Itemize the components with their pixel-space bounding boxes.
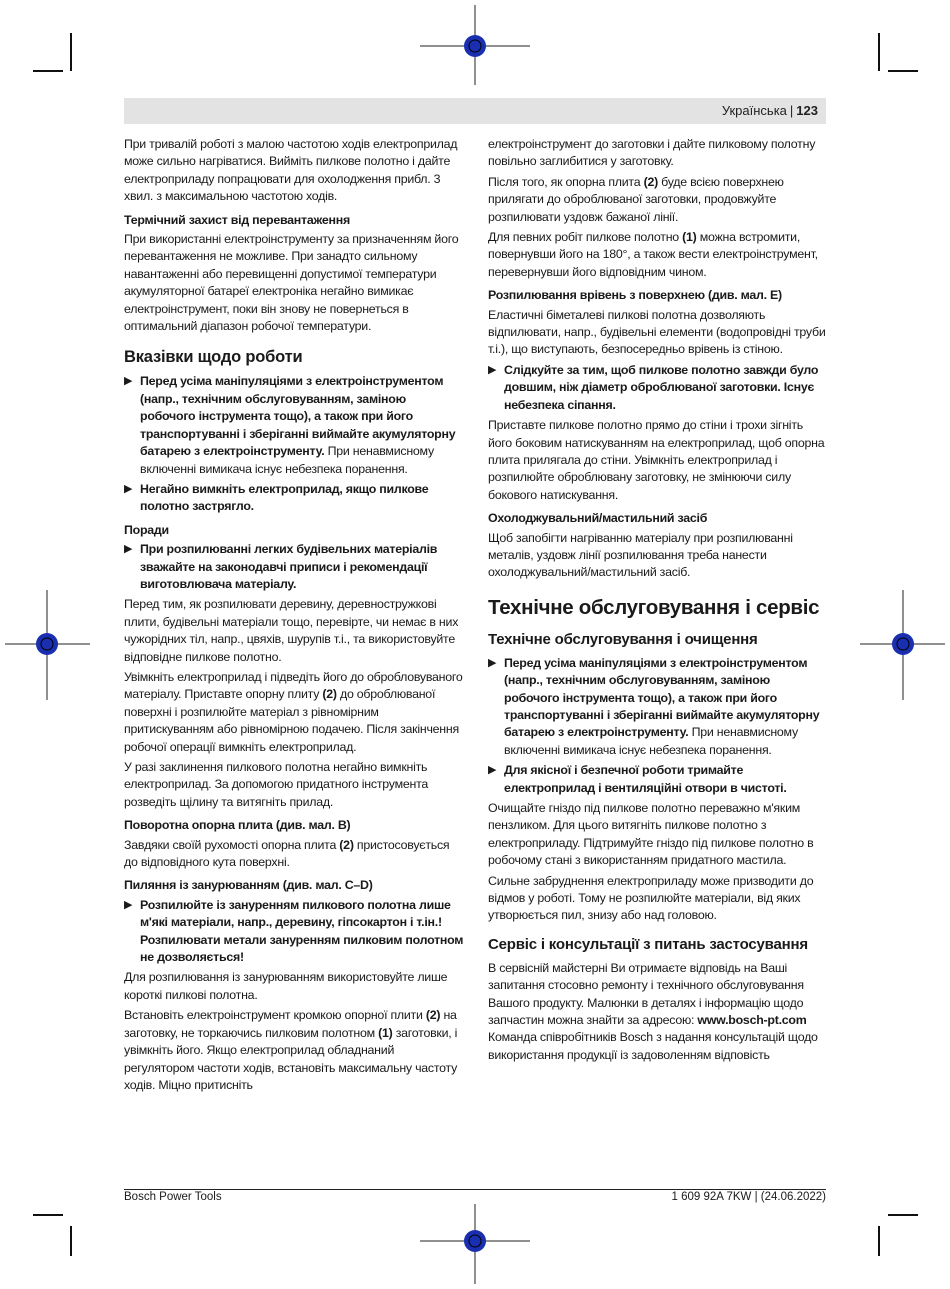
part-number: (2) [339, 837, 354, 852]
header-language: Українська [721, 103, 787, 118]
paragraph: Сильне забруднення електроприладу може призводити до відмов у роботі. Тому не розпилюйте матеріали, від яких утворюється пил, знизу або над головою. [488, 873, 814, 923]
paragraph: Очищайте гніздо під пилкове полотно переважно м'яким пензликом. Для цього витягніть пилкове полотно з електроприладу. Підтримуйте гніздо під пилкове полотно в робочому стані з використанням придатного мастила. [488, 801, 814, 868]
footer-doc-id: 1 609 92A 7KW | (24.06.2022) [671, 1191, 826, 1203]
warning-text: При ненавмисному включенні вимикача існує небезпека поранення. [504, 725, 798, 757]
warning-text: При ненавмисному включенні вимикача існує небезпека поранення. [140, 444, 434, 476]
warning-bold-text: Для якісної і безпечної роботи тримайте електроприлад і вентиляційні отвори в чистоті. [504, 763, 787, 795]
text: Завдяки своїй рухомості опорна плита [124, 837, 340, 852]
triangle-right-icon: ▶ [124, 482, 133, 495]
registration-mark-top [420, 5, 530, 85]
chapter-heading: Технічне обслуговування і сервіс [488, 595, 820, 619]
section-heading: Охолоджувальний/мастильний засіб [488, 511, 708, 526]
section-heading: Розпилювання врівень з поверхнею (див. мал. E) [488, 288, 782, 303]
paragraph: При використанні електроінструменту за призначенням його перевантаження не можливе. При занадто сильному навантаженні або перевищенні допустимої температури акумуляторної батареї електроніка негайно вимикає електроінструмент, поки він знову не повернеться в оптимальний діапазон робочої температури. [124, 232, 459, 334]
text: Встановіть електроінструмент кромкою опорної плити [124, 1008, 426, 1023]
section-heading: Пиляння із занурюванням (див. мал. C–D) [124, 878, 373, 893]
paragraph: Еластичні біметалеві пилкові полотна дозволяють відпилювати, напр., будівельні елементи (водопровідні труби т.і.), що виступають, безпосередньо врівень із стіною. [488, 307, 826, 357]
warning-bullet [124, 541, 464, 593]
page-number: 123 [796, 103, 818, 118]
left-column [124, 136, 464, 1097]
paragraph [124, 1007, 464, 1094]
paragraph [124, 669, 464, 756]
section-heading: Поради [124, 522, 169, 537]
text: В сервісній майстерні Ви отримаєте відповідь на Ваші запитання стосовно ремонту і технічного обслуговування Вашого продукту. Малюнки в деталях і інформацію щодо запчастин можна знайти за адресою: [488, 960, 804, 1028]
text: Команда співробітників Bosch з надання консультацій щодо використання продукції із задоволенням відповість [488, 1030, 818, 1062]
crop-mark [33, 70, 63, 72]
text: до оброблюваної поверхні і розпилюйте матеріал з рівномірним притискуванням або рівномірною подачею. Після закінчення робочої операції вимкніть електроприлад. [124, 687, 459, 754]
section-heading: Сервіс і консультації з питань застосування [488, 935, 808, 953]
footer-brand: Bosch Power Tools [124, 1191, 222, 1203]
paragraph: При тривалій роботі з малою частотою ходів електроприлад може сильно нагріватися. Вийміть пилкове полотно і дайте електроприладу попрацювати для охолодження прибл. 3 хвил. з максимальною частотою ходів. [124, 137, 458, 204]
warning-bold-text: Перед усіма маніпуляціями з електроінструментом (напр., технічним обслуговуванням, заміною робочого інструмента тощо), а також при його транспортуванні і зберіганні виймайте акумуляторну батарею з електроінструменту. [140, 374, 456, 459]
header-separator: | [789, 103, 794, 118]
triangle-right-icon: ▶ [488, 764, 497, 777]
paragraph [488, 174, 826, 226]
paragraph [488, 229, 826, 281]
section-heading: Термічний захист від перевантаження [124, 212, 350, 227]
triangle-right-icon: ▶ [124, 898, 133, 911]
warning-bullet [488, 762, 826, 797]
paragraph: Перед тим, як розпилювати деревину, деревностружкові плити, будівельні матеріали тощо, перевірте, чи немає в них чужорідних тіл, напр., цвяхів, шурупів т.і., та використовуйте відповідне пилкове полотно. [124, 597, 459, 664]
warning-bullet [124, 481, 464, 516]
triangle-right-icon: ▶ [488, 363, 497, 376]
crop-mark [70, 33, 72, 71]
warning-bullet [488, 362, 826, 414]
warning-bullet [124, 373, 464, 477]
header-text [722, 103, 818, 118]
crop-mark [70, 1226, 72, 1256]
part-number: (2) [322, 687, 337, 702]
page-header [124, 98, 826, 124]
text: Після того, як опорна плита [488, 174, 644, 189]
text: можна встромити, повернувши його на 180°, а також вести електроінструмент, перевернувши його відповідним чином. [488, 230, 818, 279]
text: заготовки, і увімкніть його. Якщо електроприлад обладнаний регулятором частоти ходів, встановіть максимальну частоту ходів. Міцно притисніть [124, 1025, 458, 1092]
website-link[interactable]: www.bosch-pt.com [697, 1013, 807, 1028]
registration-mark-right [860, 590, 945, 700]
section-heading: Вказівки щодо роботи [124, 348, 303, 367]
warning-bold-text: Негайно вимкніть електроприлад, якщо пилкове полотно застрягло. [140, 481, 429, 514]
paragraph [124, 837, 464, 872]
registration-mark-left [5, 590, 90, 700]
paragraph: електроінструмент до заготовки і дайте пилковому полотну повільно заглибитися у заготовку. [488, 137, 816, 169]
text: буде всією поверхнею прилягати до оброблюваної заготовки, продовжуйте розпилювати уздовж бажаної лінії. [488, 174, 784, 224]
crop-mark [878, 1226, 880, 1256]
text: пристосовується до відповідного кута поверхні. [124, 837, 450, 870]
warning-bold-text: Перед усіма маніпуляціями з електроінструментом (напр., технічним обслуговуванням, заміною робочого інструмента тощо), а також при його транспортуванні і зберіганні виймайте акумуляторну батарею з електроінструменту. [504, 655, 820, 740]
right-column [488, 136, 826, 1067]
warning-bold-text: Розпилюйте із зануренням пилкового полотна лише м'які матеріали, напр., деревину, гіпсокартон і т.ін.! Розпилювати метали зануренням пилковим полотном не дозволяється! [140, 897, 464, 965]
paragraph: Для розпилювання із занурюванням використовуйте лише короткі пилкові полотна. [124, 970, 448, 1002]
crop-mark [878, 33, 880, 71]
text: Увімкніть електроприлад і підведіть його до обробловуваного матеріалу. Приставте опорну плиту [124, 669, 463, 702]
triangle-right-icon: ▶ [124, 375, 133, 388]
section-heading: Поворотна опорна плита (див. мал. B) [124, 818, 351, 833]
footer-rule [124, 1189, 826, 1190]
registration-mark-bottom [420, 1204, 530, 1284]
text: Для певних робіт пилкове полотно [488, 230, 683, 245]
warning-bullet [124, 897, 464, 967]
warning-bold-text: При розпилюванні легких будівельних матеріалів зважайте на законодавчі приписи і рекомендації виготовлювача матеріалу. [140, 542, 438, 591]
warning-bullet [488, 655, 826, 759]
crop-mark [33, 1214, 63, 1216]
paragraph: Щоб запобігти нагріванню матеріалу при розпилюванні металів, уздовж лінії розпилювання треба нанести охолоджувальний/мастильний засіб. [488, 530, 793, 580]
paragraph: У разі заклинення пилкового полотна негайно вимкніть електроприлад. За допомогою придатного інструмента розведіть щілину та витягніть прилад. [124, 760, 429, 809]
crop-mark [888, 1214, 918, 1216]
part-number: (2) [643, 174, 658, 189]
triangle-right-icon: ▶ [488, 656, 497, 669]
part-number: (1) [682, 230, 697, 245]
part-number: (1) [378, 1025, 393, 1040]
paragraph: Приставте пилкове полотно прямо до стіни і трохи зігніть його боковим натискуванням на електроприлад, щоб опорна плита прилягала до стіни. Увімкніть електроприлад і розпилюйте оброблювану заготовку, не змінюючи силу бокового натискування. [488, 418, 825, 502]
paragraph [488, 960, 826, 1064]
part-number: (2) [425, 1008, 441, 1023]
text: на заготовку, не торкаючись пилковим полотном [124, 1008, 457, 1040]
triangle-right-icon: ▶ [124, 543, 133, 556]
section-heading: Технічне обслуговування і очищення [488, 630, 758, 648]
crop-mark [888, 70, 918, 72]
warning-bold-text: Слідкуйте за тим, щоб пилкове полотно завжди було довшим, ніж діаметр оброблюваної заготовки. Існує небезпека сіпання. [504, 362, 819, 412]
